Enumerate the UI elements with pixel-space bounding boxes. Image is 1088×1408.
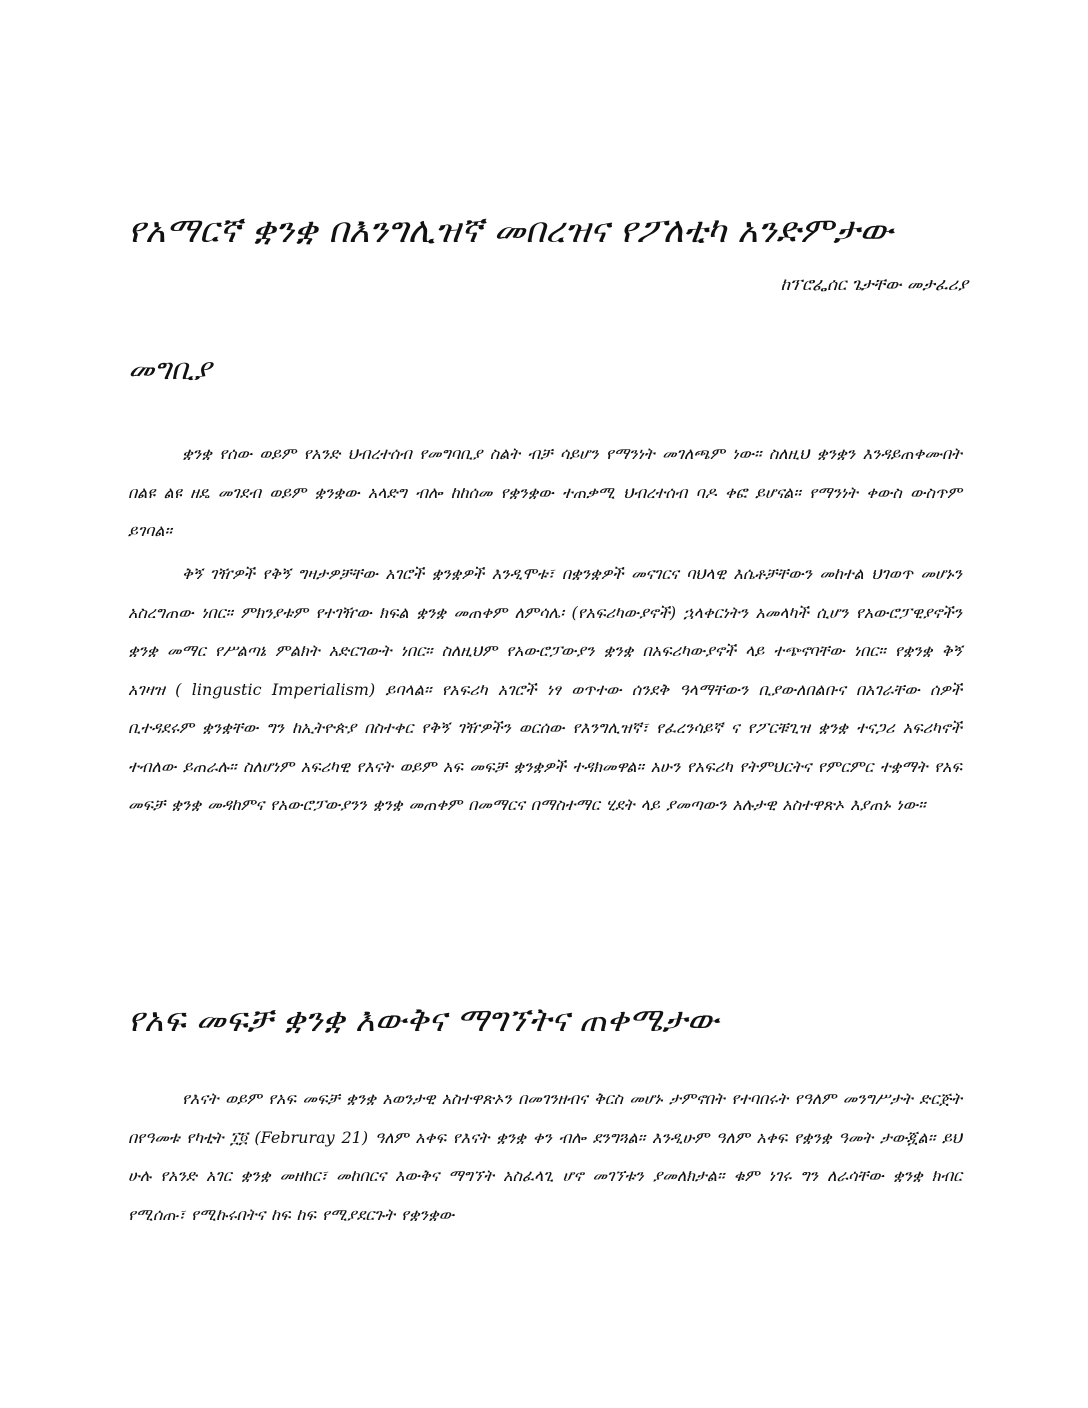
document-title: የአማርኛ ቋንቋ በእንግሊዝኛ መበረዝና የፖለቲካ አንድምታው (128, 211, 894, 251)
intro-paragraph-1: ቋንቋ የሰው ወይም የአንድ ህብረተሰብ የመግባቢያ ስልት ብቻ ሳይሆን የማንነት መገለጫም ነው። ስለዚህ ቋንቋን እንዳይጠቀሙበት በልዩ ልዩ ዘዴ መገደብ ወይም ቋንቋው አላድግ ብሎ ከከሰመ የቋንቋው ተጠቃሚ ህብረተሰብ ባዶ ቀፎ ይሆናል። የማንነት ቀውስ ውስጥም ይገባል። (128, 444, 962, 540)
section-paragraph-1: የእናት ወይም የአፍ መፍቻ ቋንቋ አወንታዊ አስተዋጽኦን በመገንዘብና ቅርስ መሆኑ ታምኖበት የተባበሩት የዓለም መንግሥታት ድርጅት በየዓመቱ የካቲት ፲፬ (Februray 21) ዓለም አቀፍ የእናት ቋንቋ ቀን ብሎ ደንግጓል። እንዲሁም ዓለም አቀፍ የቋንቋ ዓመት ታውጇል። ይህ ሁሉ የአንድ አገር ቋንቋ መዘከር፣ መከበርና እውቅና ማግኘት አስፈላጊ ሆኖ መገኘቱን ያመለክታል። ቁም ነገሩ ግን ለራሳቸው ቋንቋ ክብር የሚሰጡ፣ የሚኩሩበትና ከፍ ከፍ የሚያደርጉት የቋንቋው (128, 1089, 962, 1224)
section-heading: የአፍ መፍቻ ቋንቋ እውቅና ማግኘትና ጠቀሜታው (128, 1000, 719, 1039)
author-line: ከፕሮፌሰር ጌታቸው መታፈሪያ (780, 275, 968, 295)
intro-paragraph-2: ቅኝ ገዥዎች የቅኝ ግዛታዎቻቸው አገሮች ቋንቋዎች እንዲሞቱ፣ በቋንቋዎች መናገርና ባህላዊ እሴቶቻቸውን መከተል ህገወጥ መሆኑን አስረግጠው ነበር። ምክንያቱም የተገዥው ክፍል ቋንቋ መጠቀም ለምሳሌ፡ (የአፍሪካውያኖች) ኋላቀርነትን አመላካች ሲሆን የአውሮፓዊያኖችን ቋንቋ መማር የሥልጣኔ ምልክት አድርገውት ነበር። ስለዚህም የአውሮፓውያን ቋንቋ በአፍሪካውያኖች ላይ ተጭኖባቸው ነበር። የቋንቋ ቅኝ አገዛዝ ( lingustic Imperialism) ይባላል። የአፍሪካ አገሮች ነፃ ወጥተው ሰንደቅ ዓላማቸውን ቢያውለበልቡና በአገራቸው ሰዎች ቢተዳደሩም ቋንቋቸው ግን ከኢትዮጵያ በስተቀር የቅኝ ገዥዎችን ወርሰው የእንግሊዝኛ፣ የፈረንሳይኛ ና የፖርቹጊዝ ቋንቋ ተናጋሪ አፍሪካኖች ተብለው ይጠራሉ። ስለሆነም አፍሪካዊ የእናት ወይም አፍ መፍቻ ቋንቋዎች ተዳክመዋል። አሁን የአፍሪካ የትምህርትና የምርምር ተቋማት የአፍ መፍቻ ቋንቋ መዳከምና የአውሮፓውያንን ቋንቋ መጠቀም በመማርና በማስተማር ሂደት ላይ ያመጣውን አሉታዊ አስተዋጽኦ እያጠኑ ነው። (128, 564, 962, 814)
intro-heading: መግቢያ (128, 352, 212, 386)
